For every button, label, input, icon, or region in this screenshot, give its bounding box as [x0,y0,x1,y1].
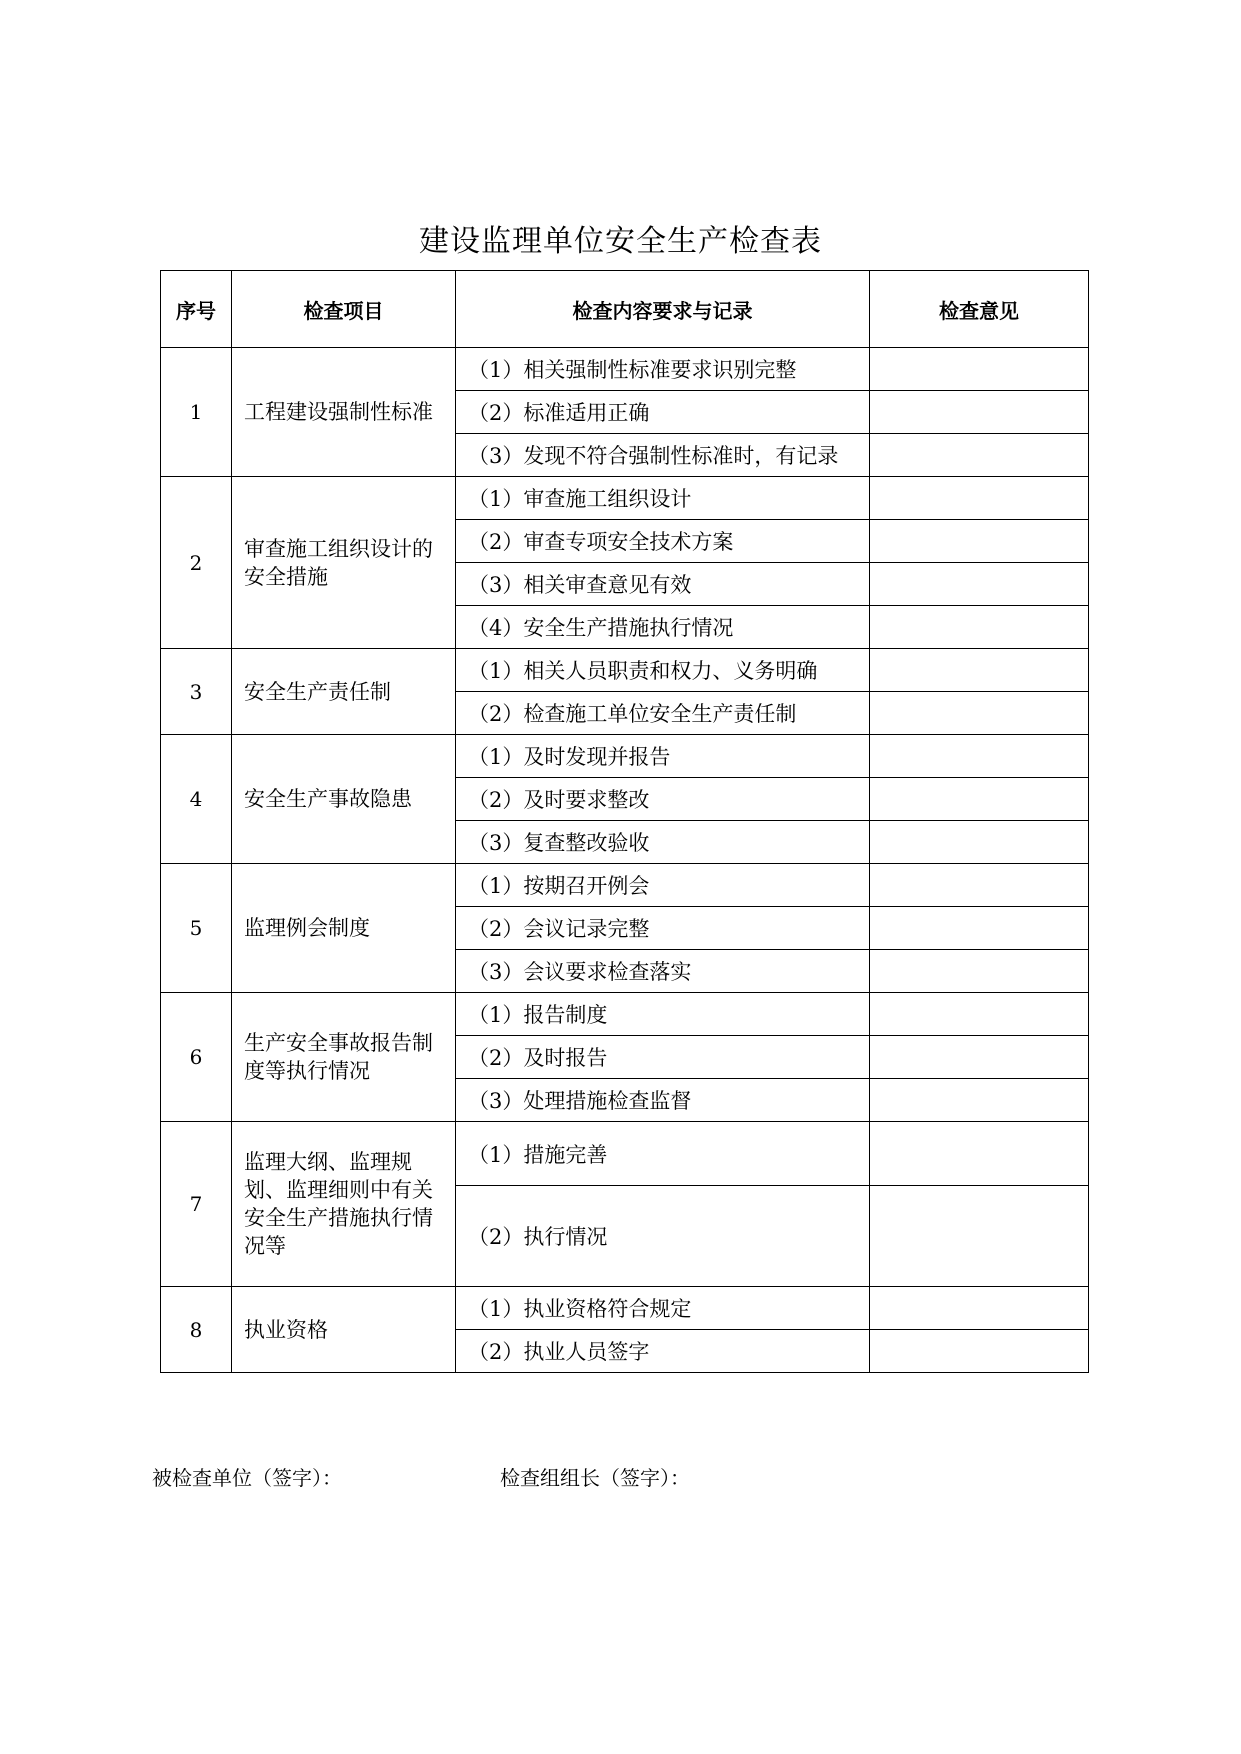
check-content: （1）措施完善 [456,1122,870,1186]
check-content: （3）会议要求检查落实 [456,950,870,993]
table-row [161,477,1089,520]
opinion-cell[interactable] [870,907,1089,950]
opinion-cell[interactable] [870,735,1089,778]
table-row [161,864,1089,907]
check-content: （2）执行情况 [456,1186,870,1287]
team-leader-signature: 检查组组长（签字）： [500,1466,690,1490]
check-content: （1）审查施工组织设计 [456,477,870,520]
opinion-cell[interactable] [870,864,1089,907]
opinion-cell[interactable] [870,778,1089,821]
opinion-cell[interactable] [870,1122,1089,1186]
row-number: 5 [161,864,232,993]
check-content: （4）安全生产措施执行情况 [456,606,870,649]
opinion-cell[interactable] [870,821,1089,864]
opinion-cell[interactable] [870,563,1089,606]
opinion-cell[interactable] [870,950,1089,993]
row-number: 1 [161,348,232,477]
check-content: （1）按期召开例会 [456,864,870,907]
opinion-cell[interactable] [870,477,1089,520]
check-content: （1）相关强制性标准要求识别完整 [456,348,870,391]
opinion-cell[interactable] [870,1330,1089,1373]
row-number: 8 [161,1287,232,1373]
check-item: 监理例会制度 [232,864,456,993]
check-item: 安全生产事故隐患 [232,735,456,864]
opinion-cell[interactable] [870,649,1089,692]
check-content: （1）相关人员职责和权力、义务明确 [456,649,870,692]
row-number: 6 [161,993,232,1122]
check-item: 监理大纲、监理规划、监理细则中有关安全生产措施执行情况等 [232,1122,456,1287]
table-row [161,993,1089,1036]
check-content: （3）复查整改验收 [456,821,870,864]
opinion-cell[interactable] [870,520,1089,563]
row-number: 2 [161,477,232,649]
check-content: （2）会议记录完整 [456,907,870,950]
opinion-cell[interactable] [870,1186,1089,1287]
row-number: 4 [161,735,232,864]
check-content: （2）标准适用正确 [456,391,870,434]
opinion-cell[interactable] [870,391,1089,434]
check-content: （2）及时报告 [456,1036,870,1079]
check-content: （3）发现不符合强制性标准时，有记录 [456,434,870,477]
check-item: 工程建设强制性标准 [232,348,456,477]
opinion-cell[interactable] [870,434,1089,477]
opinion-cell[interactable] [870,348,1089,391]
opinion-cell[interactable] [870,1036,1089,1079]
check-item: 安全生产责任制 [232,649,456,735]
header-opinion: 检查意见 [870,271,1089,348]
inspection-table [160,270,1089,1373]
row-number: 7 [161,1122,232,1287]
inspected-unit-signature: 被检查单位（签字）： [152,1466,342,1490]
opinion-cell[interactable] [870,1287,1089,1330]
opinion-cell[interactable] [870,606,1089,649]
table-row [161,649,1089,692]
header-item: 检查项目 [232,271,456,348]
table-row [161,1122,1089,1186]
table-row [161,735,1089,778]
opinion-cell[interactable] [870,692,1089,735]
check-content: （1）及时发现并报告 [456,735,870,778]
check-content: （2）检查施工单位安全生产责任制 [456,692,870,735]
table-row [161,1287,1089,1330]
check-content: （2）执业人员签字 [456,1330,870,1373]
check-item: 审查施工组织设计的安全措施 [232,477,456,649]
page-title: 建设监理单位安全生产检查表 [419,224,822,259]
check-content: （1）报告制度 [456,993,870,1036]
check-content: （1）执业资格符合规定 [456,1287,870,1330]
check-item: 执业资格 [232,1287,456,1373]
check-content: （3）处理措施检查监督 [456,1079,870,1122]
header-no: 序号 [161,271,232,348]
check-content: （2）及时要求整改 [456,778,870,821]
row-number: 3 [161,649,232,735]
opinion-cell[interactable] [870,993,1089,1036]
check-content: （2）审查专项安全技术方案 [456,520,870,563]
opinion-cell[interactable] [870,1079,1089,1122]
check-content: （3）相关审查意见有效 [456,563,870,606]
header-row [161,271,1089,348]
check-item: 生产安全事故报告制度等执行情况 [232,993,456,1122]
table-row [161,348,1089,391]
header-content: 检查内容要求与记录 [456,271,870,348]
